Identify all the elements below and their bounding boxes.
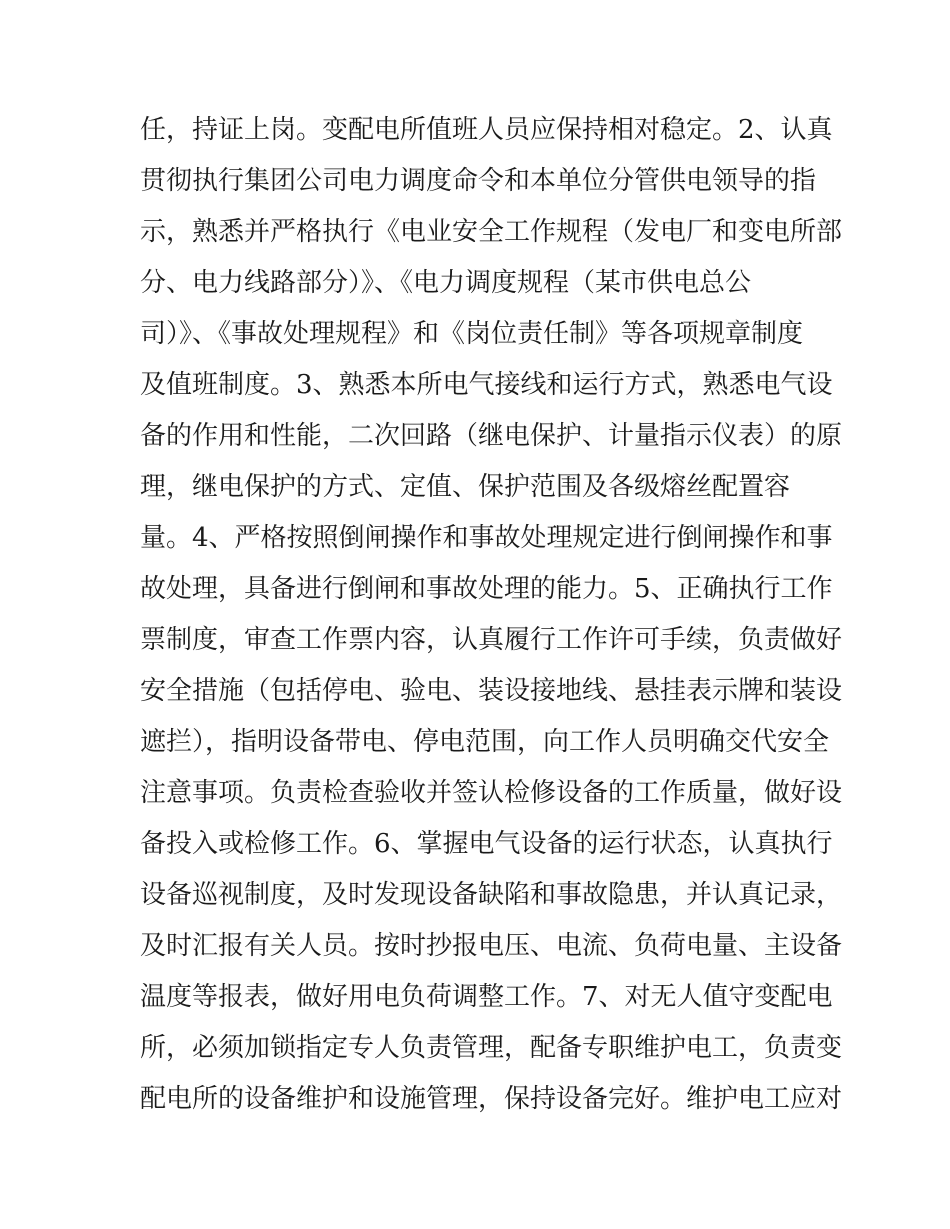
text-line: 遮拦），指明设备带电、停电范围，向工作人员明确交代安全 (140, 727, 830, 757)
text-line: 备的作用和性能，二次回路（继电保护、计量指示仪表）的原 (140, 421, 843, 451)
text-line: 故处理，具备进行倒闸和事故处理的能力。5、正确执行工作 (140, 574, 833, 604)
text-line: 配电所的设备维护和设施管理，保持设备完好。维护电工应对 (140, 1084, 843, 1114)
text-line: 备投入或检修工作。6、掌握电气设备的运行状态，认真执行 (140, 829, 833, 859)
text-line: 理，继电保护的方式、定值、保护范围及各级熔丝配置容 (140, 472, 791, 502)
text-line: 所，必须加锁指定专人负责管理，配备专职维护电工，负责变 (140, 1033, 843, 1063)
text-line: 温度等报表，做好用电负荷调整工作。7、对无人值守变配电 (140, 982, 833, 1012)
text-line: 司）》、《事故处理规程》和《岗位责任制》等各项规章制度 (140, 319, 804, 349)
text-line: 票制度，审查工作票内容，认真履行工作许可手续，负责做好 (140, 625, 843, 655)
text-line: 及值班制度。3、熟悉本所电气接线和运行方式，熟悉电气设 (140, 370, 833, 400)
text-line: 注意事项。负责检查验收并签认检修设备的工作质量，做好设 (140, 778, 843, 808)
text-line: 及时汇报有关人员。按时抄报电压、电流、负荷电量、主设备 (140, 931, 843, 961)
text-line: 贯彻执行集团公司电力调度命令和本单位分管供电领导的指 (140, 166, 817, 196)
text-line: 设备巡视制度，及时发现设备缺陷和事故隐患，并认真记录， (140, 880, 843, 910)
text-line: 任，持证上岗。变配电所值班人员应保持相对稳定。2、认真 (140, 115, 833, 145)
body-text (140, 109, 843, 1129)
text-line: 分、电力线路部分）》、《电力调度规程（某市供电总公 (140, 268, 752, 298)
text-line: 量。4、严格按照倒闸操作和事故处理规定进行倒闸操作和事 (140, 523, 833, 553)
text-line: 示，熟悉并严格执行《电业安全工作规程（发电厂和变电所部 (140, 217, 843, 247)
text-line: 安全措施（包括停电、验电、装设接地线、悬挂表示牌和装设 (140, 676, 843, 706)
